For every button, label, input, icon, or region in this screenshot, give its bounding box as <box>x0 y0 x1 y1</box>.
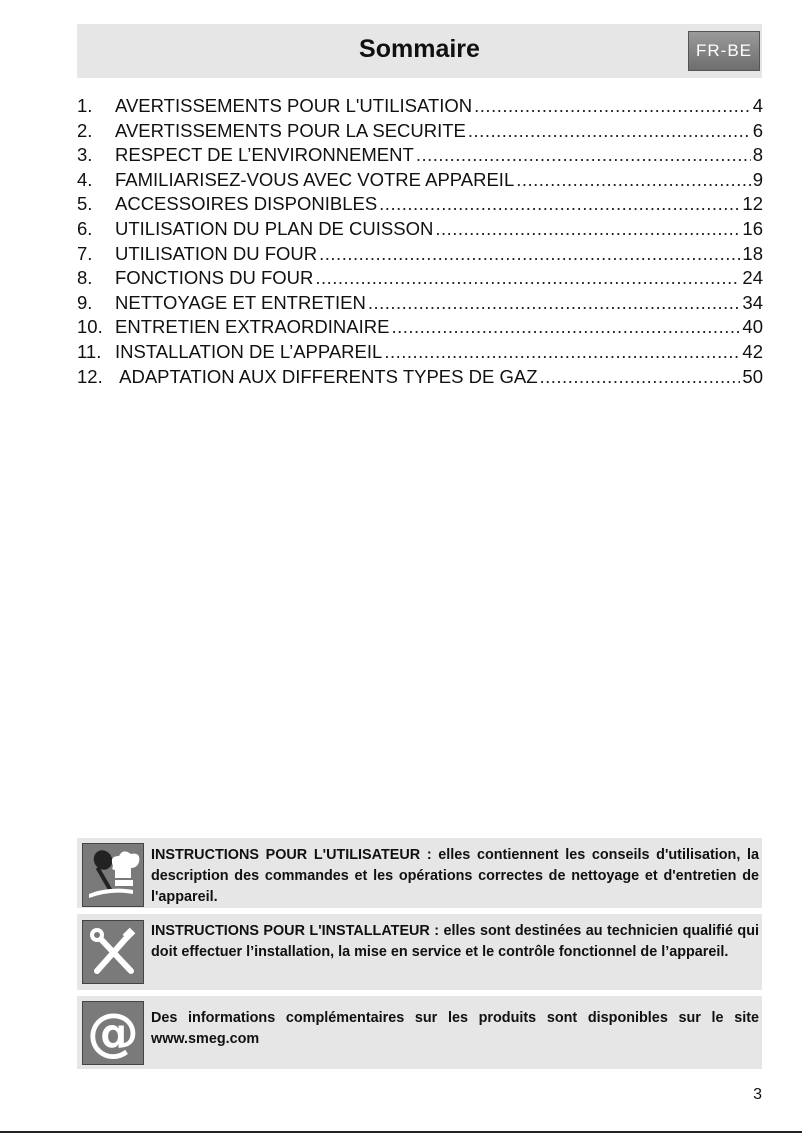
toc-entry-number: 11. <box>77 340 102 362</box>
toc-leader-dots <box>516 169 750 191</box>
toc-entry-title: AVERTISSEMENTS POUR L'UTILISATION <box>115 95 473 116</box>
toc-entry[interactable] <box>77 169 763 194</box>
installer-instructions-text: INSTRUCTIONS POUR L'INSTALLATEUR : elles sont destinées au technicien qualifié qui doit effectuer l’installation, la mise en service et le contrôle fonctionnel de l’appareil. <box>151 923 759 960</box>
web-info-text: Des informations complémentaires sur les produits sont disponibles sur le site www.smeg.com <box>151 1010 759 1047</box>
toc-entry-title: RESPECT DE L’ENVIRONNEMENT <box>115 144 414 166</box>
at-sign-icon <box>82 1001 144 1065</box>
toc-entry-number: 3. <box>77 144 93 166</box>
toc-entry-title: ACCESSOIRES DISPONIBLES <box>115 193 378 215</box>
toc-entry[interactable] <box>77 120 763 145</box>
toc-entry-number: 1. <box>77 95 93 116</box>
toc-entry-title: ADAPTATION AUX DIFFERENTS TYPES DE GAZ <box>115 365 538 387</box>
user-instructions-box <box>77 838 762 908</box>
page-title: Sommaire <box>359 35 480 63</box>
toc-entry-title: FONCTIONS DU FOUR <box>115 267 314 289</box>
toc-leader-dots <box>474 95 751 117</box>
toc-entry-title: UTILISATION DU PLAN DE CUISSON <box>115 217 434 239</box>
toc-entry-title: NETTOYAGE ET ENTRETIEN <box>115 291 366 313</box>
chef-icon <box>82 843 144 907</box>
toc-entry-title: UTILISATION DU FOUR <box>115 242 318 264</box>
toc-entry-number: 6. <box>77 217 93 239</box>
toc-entry-number: 9. <box>77 291 93 313</box>
toc-entry-page: 12 <box>742 193 763 215</box>
toc-leader-dots <box>315 267 740 289</box>
toc-entry-number: 8. <box>77 267 93 289</box>
toc-entry-page: 8 <box>752 144 763 166</box>
toc-leader-dots <box>384 341 740 363</box>
toc-leader-dots <box>379 193 740 215</box>
toc-entry-title: ENTRETIEN EXTRAORDINAIRE <box>115 316 390 338</box>
language-badge: FR-BE <box>688 31 760 71</box>
toc-entry[interactable] <box>77 292 763 317</box>
page-bottom-rule <box>0 1131 802 1133</box>
toc-leader-dots <box>391 316 740 338</box>
toc-entry-number: 5. <box>77 193 93 215</box>
toc-entry-number: 10. <box>77 316 103 338</box>
toc-leader-dots <box>368 292 741 314</box>
toc-entry[interactable] <box>77 218 763 243</box>
toc-leader-dots <box>435 218 740 240</box>
toc-entry-title: AVERTISSEMENTS POUR LA SECURITE <box>115 119 466 141</box>
toc-entry-number: 2. <box>77 119 93 141</box>
toc-entry-page: 24 <box>742 267 763 289</box>
header-bar <box>77 24 762 78</box>
toc-entry-page: 4 <box>752 95 763 116</box>
toc-entry-page: 6 <box>752 119 763 141</box>
toc-entry-number: 7. <box>77 242 93 264</box>
toc-entry-page: 16 <box>742 217 763 239</box>
toc-entry[interactable] <box>77 366 763 391</box>
svg-text:@: @ <box>87 1003 139 1063</box>
toc-entry-page: 40 <box>742 316 763 338</box>
toc-entry-number: 4. <box>77 168 93 190</box>
toc-entry[interactable] <box>77 243 763 268</box>
installer-instructions-box <box>77 914 762 990</box>
page-number: 3 <box>753 1086 762 1103</box>
toc-entry-page: 42 <box>742 340 763 362</box>
toc-entry-title: INSTALLATION DE L’APPAREIL <box>115 340 383 362</box>
toc-entry-page: 18 <box>742 242 763 264</box>
toc-entry-page: 50 <box>742 365 763 387</box>
toc-leader-dots <box>468 120 751 142</box>
toc-entry[interactable] <box>77 267 763 292</box>
web-info-box <box>77 996 762 1069</box>
toc-entry-number: 12. <box>77 365 103 387</box>
toc-leader-dots <box>416 144 751 166</box>
toc-entry[interactable] <box>77 341 763 366</box>
toc-entry-page: 34 <box>742 291 763 313</box>
toc-entry[interactable] <box>77 316 763 341</box>
toc-leader-dots <box>540 366 741 388</box>
toc-leader-dots <box>319 243 740 265</box>
toc-entry[interactable] <box>77 95 763 120</box>
tools-icon <box>82 920 144 984</box>
toc-entry[interactable] <box>77 144 763 169</box>
toc-entry[interactable] <box>77 193 763 218</box>
toc-entry-page: 9 <box>752 168 763 190</box>
user-instructions-text: INSTRUCTIONS POUR L'UTILISATEUR : elles contiennent les conseils d'utilisation, la description des commandes et les opérations correctes de nettoyage et d'entretien de l'appareil. <box>151 847 759 905</box>
table-of-contents <box>77 95 763 390</box>
toc-entry-title: FAMILIARISEZ-VOUS AVEC VOTRE APPAREIL <box>115 168 515 190</box>
